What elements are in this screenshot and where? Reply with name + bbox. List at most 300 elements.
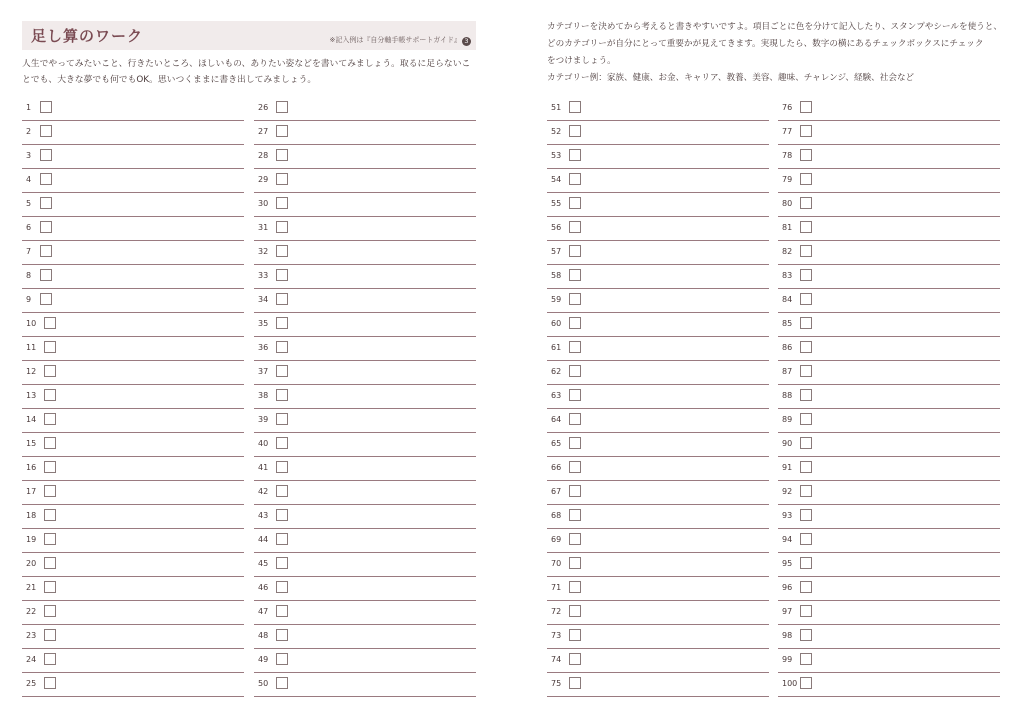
list-item xyxy=(22,97,244,121)
item-checkbox[interactable] xyxy=(44,341,56,353)
item-checkbox[interactable] xyxy=(40,197,52,209)
item-checkbox[interactable] xyxy=(800,125,812,137)
list-item xyxy=(778,241,1000,265)
intro-line: をつけましょう。 xyxy=(547,56,616,66)
item-number: 34 xyxy=(258,295,269,304)
item-checkbox[interactable] xyxy=(276,413,288,425)
item-number: 30 xyxy=(258,199,269,208)
page-title: 足し算のワーク xyxy=(31,27,144,45)
item-number: 88 xyxy=(782,391,793,400)
item-checkbox[interactable] xyxy=(569,245,581,257)
item-checkbox[interactable] xyxy=(276,365,288,377)
item-checkbox[interactable] xyxy=(800,437,812,449)
list-item xyxy=(778,169,1000,193)
item-number: 31 xyxy=(258,223,269,232)
list-item xyxy=(254,121,476,145)
list-item xyxy=(778,625,1000,649)
item-checkbox[interactable] xyxy=(569,197,581,209)
item-number: 53 xyxy=(551,151,562,160)
item-number: 62 xyxy=(551,367,562,376)
item-number: 7 xyxy=(26,247,32,256)
item-number: 8 xyxy=(26,271,32,280)
item-number: 66 xyxy=(551,463,562,472)
item-checkbox[interactable] xyxy=(800,461,812,473)
item-number: 87 xyxy=(782,367,793,376)
list-item xyxy=(254,481,476,505)
list-item xyxy=(22,337,244,361)
item-number: 4 xyxy=(26,175,32,184)
item-number: 11 xyxy=(26,343,37,352)
item-checkbox[interactable] xyxy=(40,293,52,305)
item-checkbox[interactable] xyxy=(569,317,581,329)
item-checkbox[interactable] xyxy=(276,173,288,185)
item-number: 83 xyxy=(782,271,793,280)
item-checkbox[interactable] xyxy=(276,101,288,113)
item-checkbox[interactable] xyxy=(44,557,56,569)
item-checkbox[interactable] xyxy=(44,581,56,593)
list-item xyxy=(778,121,1000,145)
list-item xyxy=(22,313,244,337)
intro-line: どのカテゴリーが自分にとって重要かが見えてきます。実現したら、数字の横にあるチェックボックスにチェック xyxy=(547,39,984,49)
item-checkbox[interactable] xyxy=(800,389,812,401)
list-item xyxy=(22,505,244,529)
list-item xyxy=(778,505,1000,529)
list-item xyxy=(254,289,476,313)
item-checkbox[interactable] xyxy=(800,101,812,113)
item-checkbox[interactable] xyxy=(800,581,812,593)
item-number: 43 xyxy=(258,511,269,520)
list-item xyxy=(547,145,769,169)
item-checkbox[interactable] xyxy=(276,533,288,545)
item-number: 41 xyxy=(258,463,269,472)
list-item xyxy=(547,289,769,313)
list-item xyxy=(254,193,476,217)
item-checkbox[interactable] xyxy=(40,149,52,161)
list-item xyxy=(547,97,769,121)
list-item xyxy=(778,673,1000,697)
item-checkbox[interactable] xyxy=(800,653,812,665)
item-checkbox[interactable] xyxy=(276,461,288,473)
item-number: 37 xyxy=(258,367,269,376)
list-item xyxy=(547,673,769,697)
list-item xyxy=(22,289,244,313)
item-checkbox[interactable] xyxy=(800,197,812,209)
item-number: 75 xyxy=(551,679,562,688)
item-number: 92 xyxy=(782,487,793,496)
item-number: 22 xyxy=(26,607,37,616)
item-checkbox[interactable] xyxy=(276,557,288,569)
list-item xyxy=(778,601,1000,625)
item-number: 68 xyxy=(551,511,562,520)
item-number: 99 xyxy=(782,655,793,664)
list-item xyxy=(778,97,1000,121)
item-checkbox[interactable] xyxy=(44,605,56,617)
intro-line: カテゴリーを決めてから考えると書きやすいですよ。項目ごとに色を分けて記入したり、スタンプやシールを使うと、 xyxy=(547,22,1002,32)
item-number: 77 xyxy=(782,127,793,136)
list-item xyxy=(547,217,769,241)
item-checkbox[interactable] xyxy=(44,365,56,377)
list-item xyxy=(547,649,769,673)
item-number: 36 xyxy=(258,343,269,352)
item-checkbox[interactable] xyxy=(569,605,581,617)
item-checkbox[interactable] xyxy=(800,245,812,257)
item-number: 16 xyxy=(26,463,37,472)
list-item xyxy=(547,601,769,625)
list-item xyxy=(254,385,476,409)
item-number: 24 xyxy=(26,655,37,664)
item-number: 29 xyxy=(258,175,269,184)
example-note-text: ※記入例は『自分軸手帳サポートガイド』 xyxy=(329,36,461,44)
item-number: 60 xyxy=(551,319,562,328)
item-checkbox[interactable] xyxy=(569,581,581,593)
intro-line: 人生でやってみたいこと、行きたいところ、ほしいもの、ありたい姿などを書いてみましょう。取るに足らないこ xyxy=(22,59,471,69)
item-checkbox[interactable] xyxy=(44,413,56,425)
item-number: 10 xyxy=(26,319,37,328)
item-checkbox[interactable] xyxy=(276,389,288,401)
list-item xyxy=(22,241,244,265)
list-item xyxy=(778,361,1000,385)
item-number: 91 xyxy=(782,463,793,472)
item-checkbox[interactable] xyxy=(44,533,56,545)
item-checkbox[interactable] xyxy=(569,149,581,161)
list-item xyxy=(547,481,769,505)
list-item xyxy=(254,313,476,337)
item-number: 57 xyxy=(551,247,562,256)
item-checkbox[interactable] xyxy=(44,485,56,497)
example-note xyxy=(330,35,471,46)
item-checkbox[interactable] xyxy=(276,485,288,497)
item-number: 96 xyxy=(782,583,793,592)
item-checkbox[interactable] xyxy=(276,581,288,593)
item-number: 82 xyxy=(782,247,793,256)
list-item xyxy=(547,409,769,433)
item-checkbox[interactable] xyxy=(44,629,56,641)
item-checkbox[interactable] xyxy=(569,413,581,425)
item-number: 51 xyxy=(551,103,562,112)
item-checkbox[interactable] xyxy=(569,365,581,377)
item-checkbox[interactable] xyxy=(800,269,812,281)
list-item xyxy=(254,433,476,457)
item-checkbox[interactable] xyxy=(276,509,288,521)
item-number: 63 xyxy=(551,391,562,400)
list-item xyxy=(778,217,1000,241)
list-item xyxy=(22,601,244,625)
list-column-1 xyxy=(22,97,244,697)
item-number: 33 xyxy=(258,271,269,280)
list-item xyxy=(22,673,244,697)
list-item xyxy=(22,649,244,673)
item-checkbox[interactable] xyxy=(569,461,581,473)
category-intro-text xyxy=(547,19,1019,87)
item-number: 32 xyxy=(258,247,269,256)
item-checkbox[interactable] xyxy=(800,173,812,185)
list-item xyxy=(778,337,1000,361)
item-number: 78 xyxy=(782,151,793,160)
item-number: 21 xyxy=(26,583,37,592)
item-number: 89 xyxy=(782,415,793,424)
item-checkbox[interactable] xyxy=(569,629,581,641)
item-checkbox[interactable] xyxy=(276,149,288,161)
item-checkbox[interactable] xyxy=(276,653,288,665)
item-checkbox[interactable] xyxy=(800,629,812,641)
list-item xyxy=(22,409,244,433)
item-checkbox[interactable] xyxy=(44,509,56,521)
item-checkbox[interactable] xyxy=(569,125,581,137)
list-item xyxy=(547,361,769,385)
item-checkbox[interactable] xyxy=(569,437,581,449)
item-number: 17 xyxy=(26,487,37,496)
item-number: 71 xyxy=(551,583,562,592)
list-item xyxy=(254,505,476,529)
list-item xyxy=(22,193,244,217)
item-checkbox[interactable] xyxy=(44,317,56,329)
item-number: 42 xyxy=(258,487,269,496)
item-checkbox[interactable] xyxy=(40,125,52,137)
item-checkbox[interactable] xyxy=(276,293,288,305)
list-item xyxy=(778,289,1000,313)
item-checkbox[interactable] xyxy=(569,557,581,569)
list-item xyxy=(22,529,244,553)
intro-text xyxy=(22,56,482,88)
list-item xyxy=(547,385,769,409)
item-number: 6 xyxy=(26,223,32,232)
item-number: 49 xyxy=(258,655,269,664)
list-item xyxy=(254,217,476,241)
title-bar xyxy=(22,21,476,50)
item-checkbox[interactable] xyxy=(569,341,581,353)
list-item xyxy=(254,409,476,433)
list-item xyxy=(547,553,769,577)
list-item xyxy=(254,649,476,673)
list-item xyxy=(547,457,769,481)
item-checkbox[interactable] xyxy=(800,293,812,305)
item-number: 55 xyxy=(551,199,562,208)
list-item xyxy=(254,673,476,697)
item-checkbox[interactable] xyxy=(569,533,581,545)
list-item xyxy=(22,169,244,193)
item-checkbox[interactable] xyxy=(569,677,581,689)
item-checkbox[interactable] xyxy=(569,173,581,185)
item-number: 64 xyxy=(551,415,562,424)
item-number: 90 xyxy=(782,439,793,448)
item-checkbox[interactable] xyxy=(276,677,288,689)
item-number: 19 xyxy=(26,535,37,544)
note-number-badge: 3 xyxy=(462,37,471,46)
item-checkbox[interactable] xyxy=(569,221,581,233)
item-number: 45 xyxy=(258,559,269,568)
item-number: 76 xyxy=(782,103,793,112)
item-number: 72 xyxy=(551,607,562,616)
list-item xyxy=(22,457,244,481)
list-item xyxy=(254,457,476,481)
list-item xyxy=(254,577,476,601)
list-item xyxy=(254,145,476,169)
list-item xyxy=(547,313,769,337)
item-checkbox[interactable] xyxy=(569,101,581,113)
list-item xyxy=(22,577,244,601)
item-number: 40 xyxy=(258,439,269,448)
item-checkbox[interactable] xyxy=(44,677,56,689)
list-item xyxy=(547,169,769,193)
list-item xyxy=(22,625,244,649)
item-checkbox[interactable] xyxy=(569,653,581,665)
list-item xyxy=(778,409,1000,433)
item-number: 26 xyxy=(258,103,269,112)
list-item xyxy=(547,193,769,217)
item-number: 67 xyxy=(551,487,562,496)
list-item xyxy=(22,385,244,409)
item-checkbox[interactable] xyxy=(40,245,52,257)
item-checkbox[interactable] xyxy=(276,317,288,329)
list-item xyxy=(22,553,244,577)
list-item xyxy=(22,121,244,145)
item-number: 44 xyxy=(258,535,269,544)
list-item xyxy=(547,433,769,457)
item-number: 13 xyxy=(26,391,37,400)
item-number: 23 xyxy=(26,631,37,640)
list-item xyxy=(254,241,476,265)
item-checkbox[interactable] xyxy=(800,341,812,353)
list-item xyxy=(22,217,244,241)
list-item xyxy=(778,433,1000,457)
item-checkbox[interactable] xyxy=(800,533,812,545)
item-checkbox[interactable] xyxy=(569,509,581,521)
item-number: 12 xyxy=(26,367,37,376)
list-item xyxy=(547,241,769,265)
item-number: 79 xyxy=(782,175,793,184)
item-number: 15 xyxy=(26,439,37,448)
list-item xyxy=(22,361,244,385)
item-checkbox[interactable] xyxy=(569,269,581,281)
list-item xyxy=(778,265,1000,289)
item-checkbox[interactable] xyxy=(276,221,288,233)
list-item xyxy=(778,145,1000,169)
item-checkbox[interactable] xyxy=(800,605,812,617)
item-number: 97 xyxy=(782,607,793,616)
item-checkbox[interactable] xyxy=(569,485,581,497)
item-checkbox[interactable] xyxy=(276,245,288,257)
list-item xyxy=(22,481,244,505)
item-checkbox[interactable] xyxy=(276,197,288,209)
item-checkbox[interactable] xyxy=(44,653,56,665)
list-item xyxy=(778,313,1000,337)
list-item xyxy=(778,385,1000,409)
item-checkbox[interactable] xyxy=(44,461,56,473)
item-number: 48 xyxy=(258,631,269,640)
item-checkbox[interactable] xyxy=(800,149,812,161)
item-checkbox[interactable] xyxy=(276,269,288,281)
item-number: 86 xyxy=(782,343,793,352)
list-item xyxy=(778,553,1000,577)
item-checkbox[interactable] xyxy=(800,509,812,521)
item-number: 84 xyxy=(782,295,793,304)
item-number: 5 xyxy=(26,199,32,208)
item-number: 3 xyxy=(26,151,32,160)
item-number: 95 xyxy=(782,559,793,568)
intro-line: とでも、大きな夢でも何でもOK。思いつくままに書き出してみましょう。 xyxy=(22,75,317,85)
list-item xyxy=(254,625,476,649)
list-item xyxy=(254,337,476,361)
item-checkbox[interactable] xyxy=(276,341,288,353)
item-checkbox[interactable] xyxy=(800,365,812,377)
item-checkbox[interactable] xyxy=(40,173,52,185)
item-number: 38 xyxy=(258,391,269,400)
item-number: 28 xyxy=(258,151,269,160)
item-number: 69 xyxy=(551,535,562,544)
list-item xyxy=(254,601,476,625)
item-number: 9 xyxy=(26,295,32,304)
item-checkbox[interactable] xyxy=(276,125,288,137)
item-checkbox[interactable] xyxy=(40,101,52,113)
item-number: 14 xyxy=(26,415,37,424)
list-item xyxy=(254,361,476,385)
item-checkbox[interactable] xyxy=(569,293,581,305)
item-checkbox[interactable] xyxy=(800,317,812,329)
item-checkbox[interactable] xyxy=(800,485,812,497)
list-item xyxy=(547,577,769,601)
item-checkbox[interactable] xyxy=(44,437,56,449)
item-checkbox[interactable] xyxy=(40,269,52,281)
item-number: 94 xyxy=(782,535,793,544)
list-item xyxy=(22,433,244,457)
item-checkbox[interactable] xyxy=(276,629,288,641)
intro-line: カテゴリー例：家族、健康、お金、キャリア、教養、美容、趣味、チャレンジ、経験、社会など xyxy=(547,73,915,83)
item-checkbox[interactable] xyxy=(40,221,52,233)
item-number: 50 xyxy=(258,679,269,688)
list-item xyxy=(778,529,1000,553)
item-number: 58 xyxy=(551,271,562,280)
list-item xyxy=(547,625,769,649)
item-number: 73 xyxy=(551,631,562,640)
item-number: 2 xyxy=(26,127,32,136)
right-page xyxy=(513,0,1026,705)
item-number: 80 xyxy=(782,199,793,208)
item-number: 74 xyxy=(551,655,562,664)
list-item xyxy=(22,265,244,289)
list-item xyxy=(547,529,769,553)
item-checkbox[interactable] xyxy=(800,221,812,233)
item-checkbox[interactable] xyxy=(800,413,812,425)
item-checkbox[interactable] xyxy=(569,389,581,401)
item-number: 20 xyxy=(26,559,37,568)
item-checkbox[interactable] xyxy=(44,389,56,401)
item-checkbox[interactable] xyxy=(800,677,812,689)
item-number: 27 xyxy=(258,127,269,136)
list-item xyxy=(778,649,1000,673)
list-item xyxy=(778,193,1000,217)
list-item xyxy=(547,505,769,529)
list-column-4 xyxy=(778,97,1000,697)
item-number: 47 xyxy=(258,607,269,616)
item-checkbox[interactable] xyxy=(276,437,288,449)
list-item xyxy=(778,481,1000,505)
item-number: 46 xyxy=(258,583,269,592)
item-number: 98 xyxy=(782,631,793,640)
item-checkbox[interactable] xyxy=(276,605,288,617)
list-item xyxy=(547,121,769,145)
list-item xyxy=(254,169,476,193)
list-item xyxy=(547,265,769,289)
list-item xyxy=(22,145,244,169)
item-number: 25 xyxy=(26,679,37,688)
list-item xyxy=(547,337,769,361)
item-number: 56 xyxy=(551,223,562,232)
item-number: 85 xyxy=(782,319,793,328)
item-checkbox[interactable] xyxy=(800,557,812,569)
item-number: 35 xyxy=(258,319,269,328)
item-number: 54 xyxy=(551,175,562,184)
list-item xyxy=(254,97,476,121)
